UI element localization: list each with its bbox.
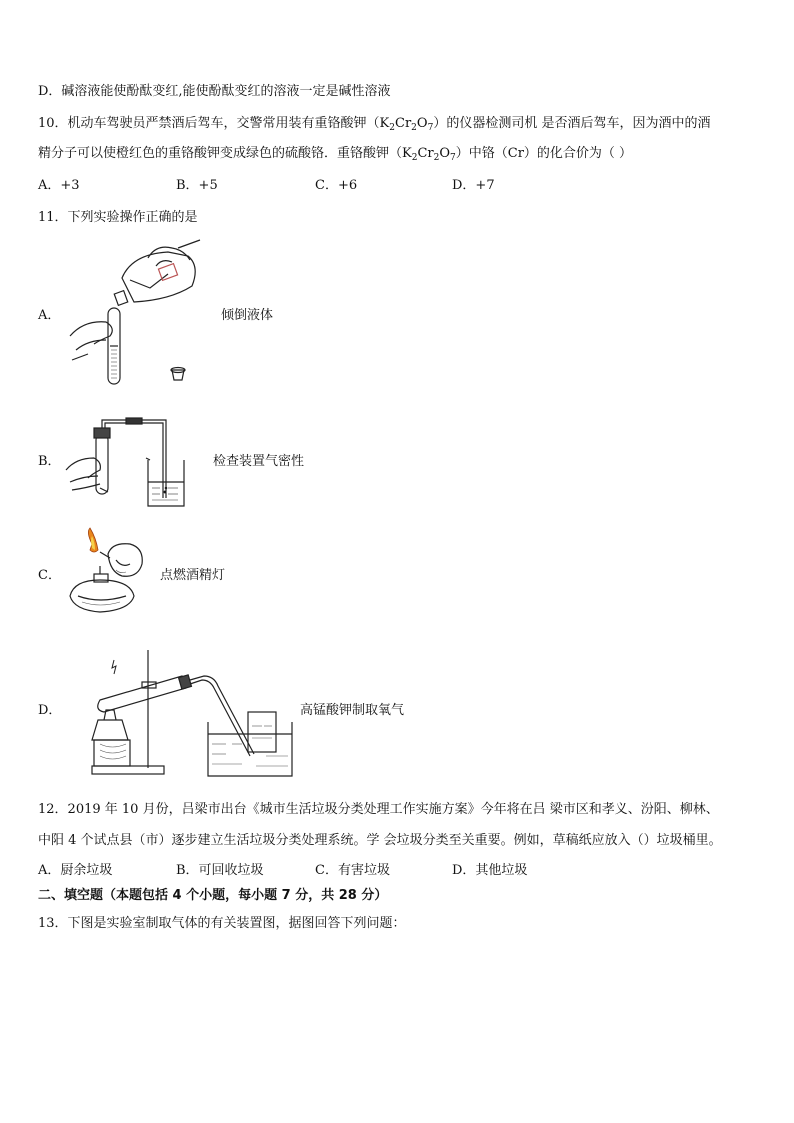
- q10-option-b: B．+5: [176, 178, 218, 193]
- section-title: 二、填空题（本题包括 4 个小题，每小题 7 分，共 28 分）: [38, 888, 388, 903]
- q13-stem: 13．下图是实验室制取气体的有关装置图，据图回答下列问题：: [38, 916, 406, 931]
- q9-option-d: D．碱溶液能使酚酞变红,能使酚酞变红的溶液一定是碱性溶液: [38, 84, 391, 99]
- q10-line1-start: 10．机动车驾驶员严禁酒后驾车，交警常用装有重铬酸钾（K: [38, 116, 390, 131]
- alcohol-lamp-illustration: [60, 530, 160, 620]
- q10-option-c: C．+6: [315, 178, 358, 193]
- q10-sub: 2: [411, 153, 418, 163]
- q12-option-c: C．有害垃圾: [315, 863, 390, 878]
- q10-option-d: D．+7: [452, 178, 495, 193]
- airtightness-check-illustration: [62, 418, 192, 510]
- q10-sub: 7: [427, 123, 434, 133]
- pouring-liquid-illustration: [60, 236, 210, 386]
- q10-sub: 2: [411, 123, 417, 133]
- q11-stem: 11．下列实验操作正确的是: [38, 210, 198, 225]
- q10-sub: 2: [389, 123, 395, 133]
- q11-a-label: A．: [38, 308, 61, 323]
- q11-b-label: B．: [38, 454, 61, 469]
- q10-sub: 2: [433, 153, 440, 163]
- q10-line2-end: ）中铬（Cr）的化合价为（ ）: [455, 146, 633, 161]
- q12-option-a: A．厨余垃圾: [38, 863, 113, 878]
- q11-a-caption: 倾倒液体: [221, 308, 274, 323]
- q12-line1: 12．2019 年 10 月份，吕梁市出台《城市生活垃圾分类处理工作实施方案》今年将在吕 梁市区和孝义、汾阳、柳林、: [38, 802, 719, 817]
- q10-line1: [38, 116, 710, 136]
- q12-option-b: B．可回收垃圾: [176, 863, 264, 878]
- q11-d-caption: 高锰酸钾制取氧气: [300, 703, 405, 718]
- q10-cr: Cr: [395, 116, 412, 131]
- q12-line2: 中阳 4 个试点县（市）逐步建立生活垃圾分类处理系统。学 会垃圾分类至关重要。例如，草稿纸应放入（）垃圾桶里。: [38, 833, 722, 848]
- q12-option-d: D．其他垃圾: [452, 863, 528, 878]
- q10-cr: Cr: [417, 146, 434, 161]
- q11-d-label: D．: [38, 703, 62, 718]
- potassium-permanganate-oxygen-apparatus: [86, 646, 296, 780]
- q10-o: O: [439, 146, 451, 161]
- q10-option-a: A．+3: [38, 178, 80, 193]
- q10-line2-start: 精分子可以使橙红色的重铬酸钾变成绿色的硫酸铬．重铬酸钾（K: [38, 146, 412, 161]
- q10-sub: 7: [450, 153, 456, 163]
- q11-c-caption: 点燃酒精灯: [160, 568, 226, 583]
- q10-line1-end: ）的仪器检测司机 是否酒后驾车，因为酒中的酒: [433, 116, 711, 131]
- q11-b-caption: 检查装置气密性: [213, 454, 305, 469]
- q10-line2: [38, 146, 632, 166]
- q11-c-label: C．: [38, 568, 61, 583]
- q10-o: O: [416, 116, 428, 131]
